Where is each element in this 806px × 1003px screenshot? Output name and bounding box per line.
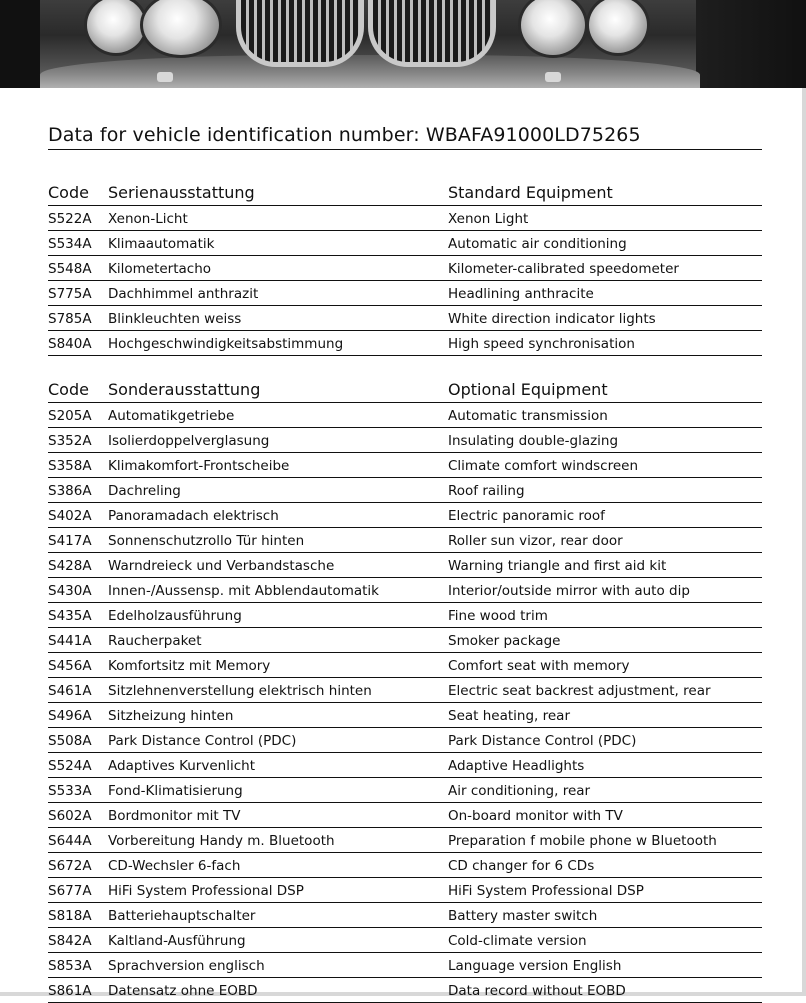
english-description: Interior/outside mirror with auto dip	[448, 583, 690, 599]
headlight-right-outer	[586, 0, 650, 56]
german-description: HiFi System Professional DSP	[108, 883, 304, 899]
option-code: S417A	[48, 533, 92, 549]
english-description: Air conditioning, rear	[448, 783, 591, 799]
table-row	[48, 653, 762, 678]
table-row	[48, 331, 762, 356]
german-description: Klimakomfort-Frontscheibe	[108, 458, 290, 474]
english-description: High speed synchronisation	[448, 336, 635, 352]
english-description: Battery master switch	[448, 908, 598, 924]
table-row	[48, 903, 762, 928]
german-description: Adaptives Kurvenlicht	[108, 758, 255, 774]
table-row	[48, 853, 762, 878]
car-front-photo	[0, 0, 806, 88]
english-description: Kilometer-calibrated speedometer	[448, 261, 679, 277]
option-code: S840A	[48, 336, 92, 352]
option-code: S644A	[48, 833, 92, 849]
table-row	[48, 703, 762, 728]
table-row	[48, 403, 762, 428]
option-code: S402A	[48, 508, 92, 524]
option-code: S533A	[48, 783, 92, 799]
german-description: Raucherpaket	[108, 633, 202, 649]
table-row	[48, 603, 762, 628]
german-description: Batteriehauptschalter	[108, 908, 256, 924]
english-description: Xenon Light	[448, 211, 529, 227]
english-description: Comfort seat with memory	[448, 658, 630, 674]
table-row	[48, 678, 762, 703]
english-description: Insulating double-glazing	[448, 433, 619, 449]
header-code: Code	[48, 380, 89, 399]
table-row	[48, 828, 762, 853]
table-row	[48, 778, 762, 803]
option-code: S853A	[48, 958, 92, 974]
german-description: Komfortsitz mit Memory	[108, 658, 271, 674]
option-code: S461A	[48, 683, 92, 699]
english-description: On-board monitor with TV	[448, 808, 623, 824]
german-description: Blinkleuchten weiss	[108, 311, 242, 327]
german-description: Kaltland-Ausführung	[108, 933, 246, 949]
table-row	[48, 453, 762, 478]
fog-light-left	[157, 72, 173, 82]
table-row	[48, 553, 762, 578]
table-row	[48, 753, 762, 778]
option-code: S602A	[48, 808, 92, 824]
english-description: Automatic air conditioning	[448, 236, 627, 252]
german-description: Innen-/Aussensp. mit Abblendautomatik	[108, 583, 379, 599]
option-code: S677A	[48, 883, 92, 899]
german-description: Fond-Klimatisierung	[108, 783, 243, 799]
german-description: Panoramadach elektrisch	[108, 508, 279, 524]
table-row	[48, 953, 762, 978]
kidney-grille-right	[368, 0, 496, 67]
headlight-left-inner	[140, 0, 222, 58]
english-description: Language version English	[448, 958, 622, 974]
standard-equipment-table	[48, 180, 762, 356]
german-description: Vorbereitung Handy m. Bluetooth	[108, 833, 335, 849]
option-code: S496A	[48, 708, 92, 724]
german-description: Dachhimmel anthrazit	[108, 286, 259, 302]
option-code: S534A	[48, 236, 92, 252]
german-description: Edelholzausführung	[108, 608, 242, 624]
table-row	[48, 803, 762, 828]
table-row	[48, 281, 762, 306]
english-description: CD changer for 6 CDs	[448, 858, 595, 874]
header-german: Serienausstattung	[108, 183, 255, 202]
standard-table-header	[48, 180, 762, 206]
option-code: S358A	[48, 458, 92, 474]
german-description: Xenon-Licht	[108, 211, 188, 227]
table-row	[48, 578, 762, 603]
option-code: S441A	[48, 633, 92, 649]
page-title: Data for vehicle identification number: WBAFA91000LD75265	[48, 124, 762, 150]
option-code: S818A	[48, 908, 92, 924]
english-description: Headlining anthracite	[448, 286, 594, 302]
english-description: Warning triangle and first aid kit	[448, 558, 667, 574]
optional-table-header	[48, 377, 762, 403]
german-description: Isolierdoppelverglasung	[108, 433, 270, 449]
option-code: S508A	[48, 733, 92, 749]
table-row	[48, 728, 762, 753]
table-row	[48, 978, 762, 1003]
photo-shadow-left	[0, 0, 40, 88]
kidney-grille-left	[236, 0, 364, 67]
english-description: HiFi System Professional DSP	[448, 883, 644, 899]
german-description: Kilometertacho	[108, 261, 212, 277]
german-description: Sitzheizung hinten	[108, 708, 234, 724]
english-description: Adaptive Headlights	[448, 758, 585, 774]
option-code: S842A	[48, 933, 92, 949]
german-description: Dachreling	[108, 483, 181, 499]
german-description: Klimaautomatik	[108, 236, 215, 252]
german-description: Hochgeschwindigkeitsabstimmung	[108, 336, 344, 352]
english-description: Roof railing	[448, 483, 525, 499]
headlight-right-inner	[518, 0, 588, 58]
option-code: S775A	[48, 286, 92, 302]
table-row	[48, 206, 762, 231]
table-row	[48, 231, 762, 256]
german-description: Datensatz ohne EOBD	[108, 983, 258, 999]
header-german: Sonderausstattung	[108, 380, 261, 399]
option-code: S456A	[48, 658, 92, 674]
german-description: Sprachversion englisch	[108, 958, 265, 974]
option-code: S785A	[48, 311, 92, 327]
english-description: Preparation f mobile phone w Bluetooth	[448, 833, 717, 849]
table-row	[48, 928, 762, 953]
page-frame-right	[802, 88, 806, 996]
headlight-left-outer	[84, 0, 148, 56]
german-description: Sitzlehnenverstellung elektrisch hinten	[108, 683, 372, 699]
english-description: White direction indicator lights	[448, 311, 656, 327]
option-code: S386A	[48, 483, 92, 499]
english-description: Roller sun vizor, rear door	[448, 533, 623, 549]
option-code: S430A	[48, 583, 92, 599]
german-description: Automatikgetriebe	[108, 408, 235, 424]
german-description: Bordmonitor mit TV	[108, 808, 241, 824]
option-code: S861A	[48, 983, 92, 999]
german-description: Warndreieck und Verbandstasche	[108, 558, 335, 574]
option-code: S524A	[48, 758, 92, 774]
table-row	[48, 428, 762, 453]
table-row	[48, 256, 762, 281]
german-description: Sonnenschutzrollo Tür hinten	[108, 533, 305, 549]
header-code: Code	[48, 183, 89, 202]
optional-equipment-table	[48, 377, 762, 1003]
german-description: CD-Wechsler 6-fach	[108, 858, 241, 874]
fog-light-right	[545, 72, 561, 82]
english-description: Data record without EOBD	[448, 983, 626, 999]
table-row	[48, 478, 762, 503]
table-row	[48, 878, 762, 903]
photo-shadow-right	[696, 0, 806, 88]
standard-rows	[48, 206, 762, 356]
english-description: Cold-climate version	[448, 933, 587, 949]
option-code: S435A	[48, 608, 92, 624]
option-code: S205A	[48, 408, 92, 424]
german-description: Park Distance Control (PDC)	[108, 733, 297, 749]
english-description: Smoker package	[448, 633, 561, 649]
english-description: Seat heating, rear	[448, 708, 571, 724]
table-row	[48, 306, 762, 331]
table-row	[48, 503, 762, 528]
table-row	[48, 528, 762, 553]
option-code: S548A	[48, 261, 92, 277]
bumper-sheen	[40, 55, 700, 88]
option-code: S522A	[48, 211, 92, 227]
english-description: Electric seat backrest adjustment, rear	[448, 683, 711, 699]
english-description: Climate comfort windscreen	[448, 458, 639, 474]
header-english: Optional Equipment	[448, 380, 608, 399]
option-code: S672A	[48, 858, 92, 874]
english-description: Park Distance Control (PDC)	[448, 733, 637, 749]
optional-rows	[48, 403, 762, 1003]
english-description: Automatic transmission	[448, 408, 608, 424]
table-row	[48, 628, 762, 653]
header-english: Standard Equipment	[448, 183, 613, 202]
option-code: S352A	[48, 433, 92, 449]
english-description: Electric panoramic roof	[448, 508, 605, 524]
english-description: Fine wood trim	[448, 608, 548, 624]
option-code: S428A	[48, 558, 92, 574]
